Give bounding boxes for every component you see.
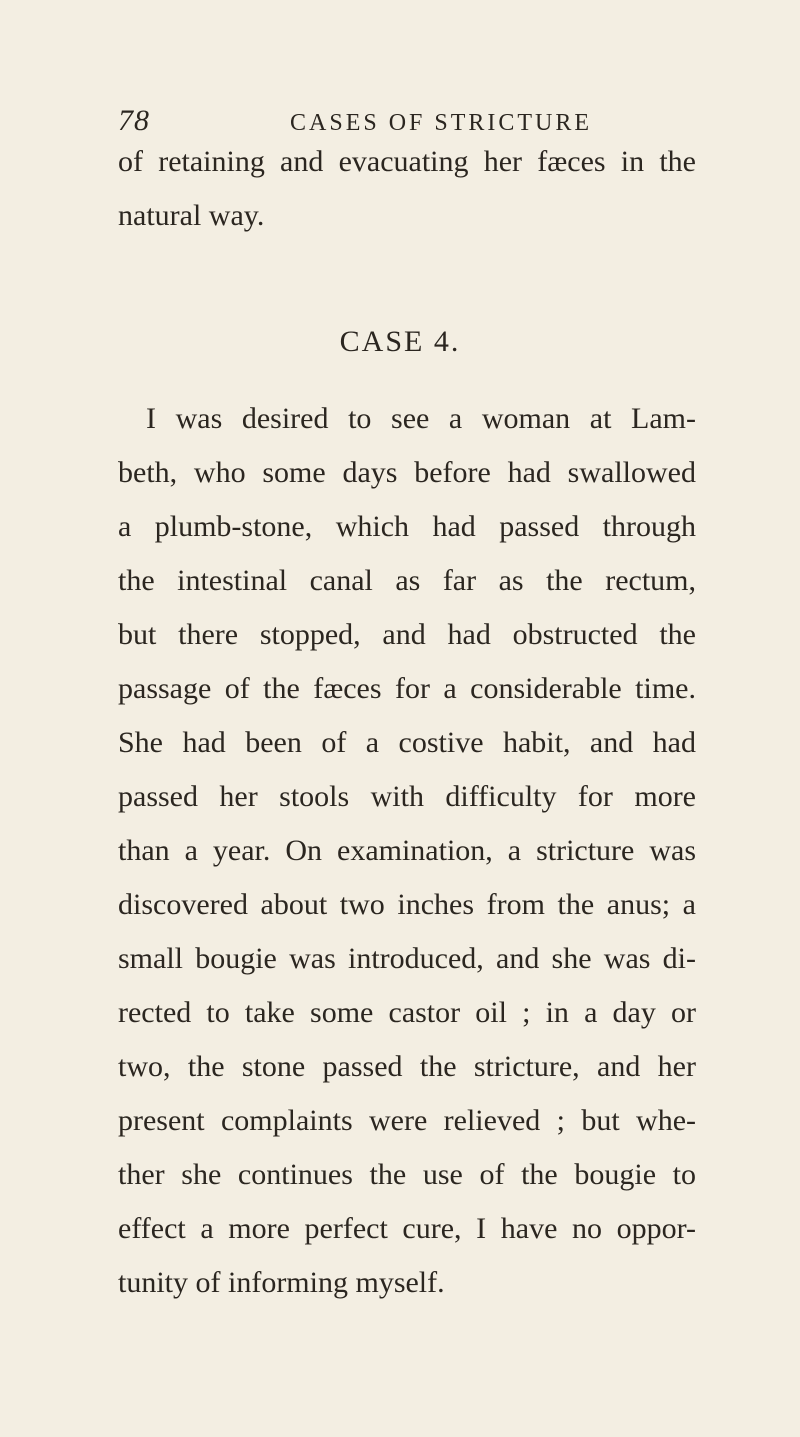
page-number: 78	[118, 104, 150, 137]
text-line: tunity of informing myself.	[118, 1266, 445, 1299]
text-line: small bougie was introduced, and she was di-	[118, 942, 696, 975]
text-line: beth, who some days before had swallowed	[118, 456, 696, 489]
text-line: a plumb-stone, which had passed through	[118, 510, 696, 543]
text-line: the intestinal canal as far as the rectum,	[118, 564, 696, 597]
text-line: two, the stone passed the stricture, and her	[118, 1050, 696, 1083]
text-line: passage of the fæces for a considerable time.	[118, 672, 696, 705]
text-line: present complaints were relieved ; but whe-	[118, 1104, 696, 1137]
text-line: than a year. On examination, a stricture was	[118, 834, 696, 867]
text-line: ther she continues the use of the bougie to	[118, 1158, 696, 1191]
running-title: CASES OF STRICTURE	[290, 110, 593, 136]
text-line: rected to take some castor oil ; in a day or	[118, 996, 696, 1029]
case-heading: CASE 4.	[339, 325, 461, 358]
text-line: effect a more perfect cure, I have no oppor-	[118, 1212, 696, 1245]
text-line: She had been of a costive habit, and had	[118, 726, 696, 759]
text-line: discovered about two inches from the anus; a	[118, 888, 696, 921]
text-line: but there stopped, and had obstructed the	[118, 618, 696, 651]
text-line: natural way.	[118, 199, 265, 232]
text-line: of retaining and evacuating her fæces in the	[118, 145, 696, 178]
text-line: I was desired to see a woman at Lam-	[146, 402, 696, 435]
running-head	[118, 104, 698, 144]
text-line: passed her stools with difficulty for more	[118, 780, 696, 813]
